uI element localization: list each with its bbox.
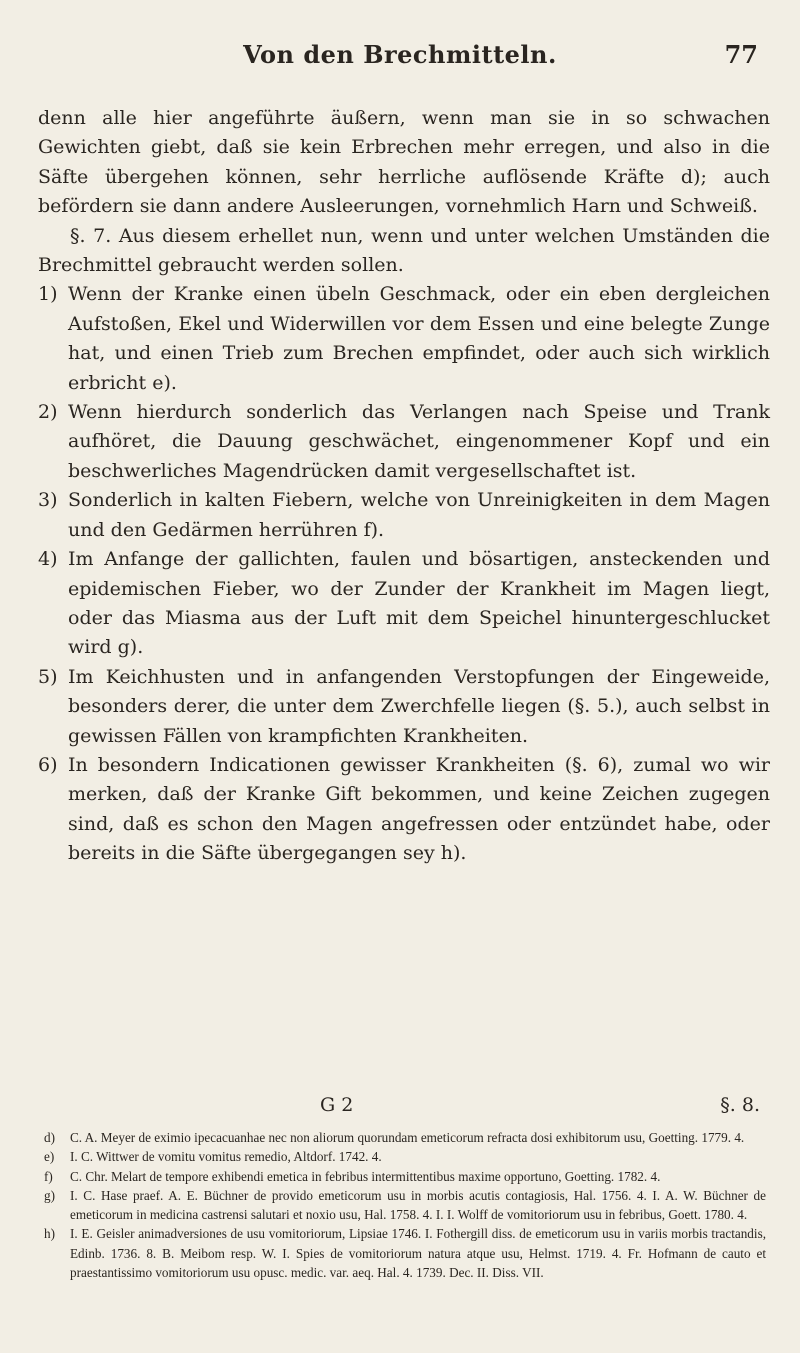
footnote-mark: g) bbox=[44, 1187, 55, 1203]
intro-paragraph: denn alle hier angeführte äußern, wenn man sie in so schwachen Gewichten giebt, daß sie kein Erbrechen mehr erregen, und also in die Säfte übergehen können, sehr herrliche auflösende Kräfte d); auch befördern sie dann andere Ausleerungen, vornehmlich Harn und Schweiß. bbox=[38, 107, 770, 218]
list-item-number: 6) bbox=[38, 753, 58, 776]
list-item-text: Im Anfange der gallichten, faulen und bösartigen, ansteckenden und epidemischen Fieber, wo der Zunder der Krankheit im Magen liegt, oder das Miasma aus der Luft mit dem Speichel hinuntergeschlucket wird g). bbox=[68, 548, 770, 659]
footnote bbox=[44, 1167, 766, 1186]
footnote bbox=[44, 1147, 766, 1166]
footnote-text: C. A. Meyer de eximio ipecacuanhae nec non aliorum quorundam emeticorum refracta dosi exhibitorum usu, Goetting. 1779. 4. bbox=[70, 1130, 745, 1145]
list-item bbox=[38, 663, 770, 751]
footnotes bbox=[44, 1128, 766, 1282]
footnote-mark: e) bbox=[44, 1149, 55, 1165]
list-item-number: 5) bbox=[38, 665, 58, 688]
list-item-text: In besondern Indicationen gewisser Krankheiten (§. 6), zumal wo wir merken, daß der Kranke Gift bekommen, und keine Zeichen zugegen sind, daß es schon den Magen angefressen oder entzündet habe, oder bereits in die Säfte übergegangen sey h). bbox=[68, 753, 770, 865]
page-header bbox=[0, 40, 800, 80]
list-item bbox=[38, 751, 770, 869]
list-item-number: 4) bbox=[38, 548, 58, 571]
running-head: Von den Brechmitteln. bbox=[243, 40, 557, 69]
list-item-number: 2) bbox=[38, 401, 58, 424]
footnote-mark: f) bbox=[44, 1168, 53, 1184]
list-item-text: Wenn hierdurch sonderlich das Verlangen nach Speise und Trank aufhöret, die Dauung geschwächet, eingenommener Kopf und ein beschwerliches Magendrücken damit vergesellschaftet ist. bbox=[68, 401, 770, 482]
footnote-text: C. Chr. Melart de tempore exhibendi emetica in febribus intermittentibus maxime opportuno, Goetting. 1782. 4. bbox=[70, 1168, 661, 1184]
list-item bbox=[38, 545, 770, 663]
page-number: 77 bbox=[724, 40, 758, 69]
list-item-text: Sonderlich in kalten Fiebern, welche von Unreinigkeiten in dem Magen und den Gedärmen herrühren f). bbox=[68, 489, 770, 541]
footnote-text: I. E. Geisler animadversiones de usu vomitoriorum, Lipsiae 1746. I. Fothergill diss. de emeticorum usu in variis morbis tractandis, Edinb. 1736. 8. B. Meibom resp. W. I. Spies de vomitoriorum natura atque usu, Helmst. 1719. 4. Fr. Hofmann de cauto et praestantissimo vomitoriorum usu opusc. medic. var. aeq. Hal. 4. 1739. Dec. II. Diss. VII. bbox=[70, 1226, 766, 1281]
list-item bbox=[38, 280, 770, 398]
list-item bbox=[38, 486, 770, 545]
footnote-mark: d) bbox=[44, 1130, 55, 1145]
footnote bbox=[44, 1224, 766, 1282]
signature-mark: G 2 bbox=[320, 1094, 354, 1116]
footnote-mark: h) bbox=[44, 1226, 55, 1242]
list-item-text: Wenn der Kranke einen übeln Geschmack, oder ein eben dergleichen Aufstoßen, Ekel und Widerwillen vor dem Essen und eine belegte Zunge hat, und einen Trieb zum Brechen empfindet, oder auch sich wirklich erbricht e). bbox=[68, 283, 770, 394]
catchword: §. 8. bbox=[720, 1094, 760, 1116]
footnote-text: I. C. Hase praef. A. E. Büchner de provido emeticorum usu in morbis acutis contagiosis, Hal. 1756. 4. I. A. W. Büchner de emeticorum in medicina castrensi salutari et noxio usu, Hal. 1758. 4. I. I. Wolff de vomitoriorum usu in febribus, Goett. 1780. 4. bbox=[70, 1187, 766, 1223]
section-paragraph: §. 7. Aus diesem erhellet nun, wenn und unter welchen Umständen die Brechmittel gebraucht werden sollen. bbox=[38, 224, 770, 277]
main-text bbox=[38, 104, 770, 869]
footnote bbox=[44, 1128, 766, 1147]
list-item-text: Im Keichhusten und in anfangenden Verstopfungen der Eingeweide, besonders derer, die unter dem Zwerchfelle liegen (§. 5.), auch selbst in gewissen Fällen von krampfichten Krankheiten. bbox=[68, 665, 770, 747]
footnote bbox=[44, 1186, 766, 1225]
list-item bbox=[38, 398, 770, 486]
list-item-number: 3) bbox=[38, 489, 58, 512]
list-item-number: 1) bbox=[38, 283, 58, 306]
footnote-text: I. C. Wittwer de vomitu vomitus remedio, Altdorf. 1742. 4. bbox=[70, 1149, 382, 1165]
